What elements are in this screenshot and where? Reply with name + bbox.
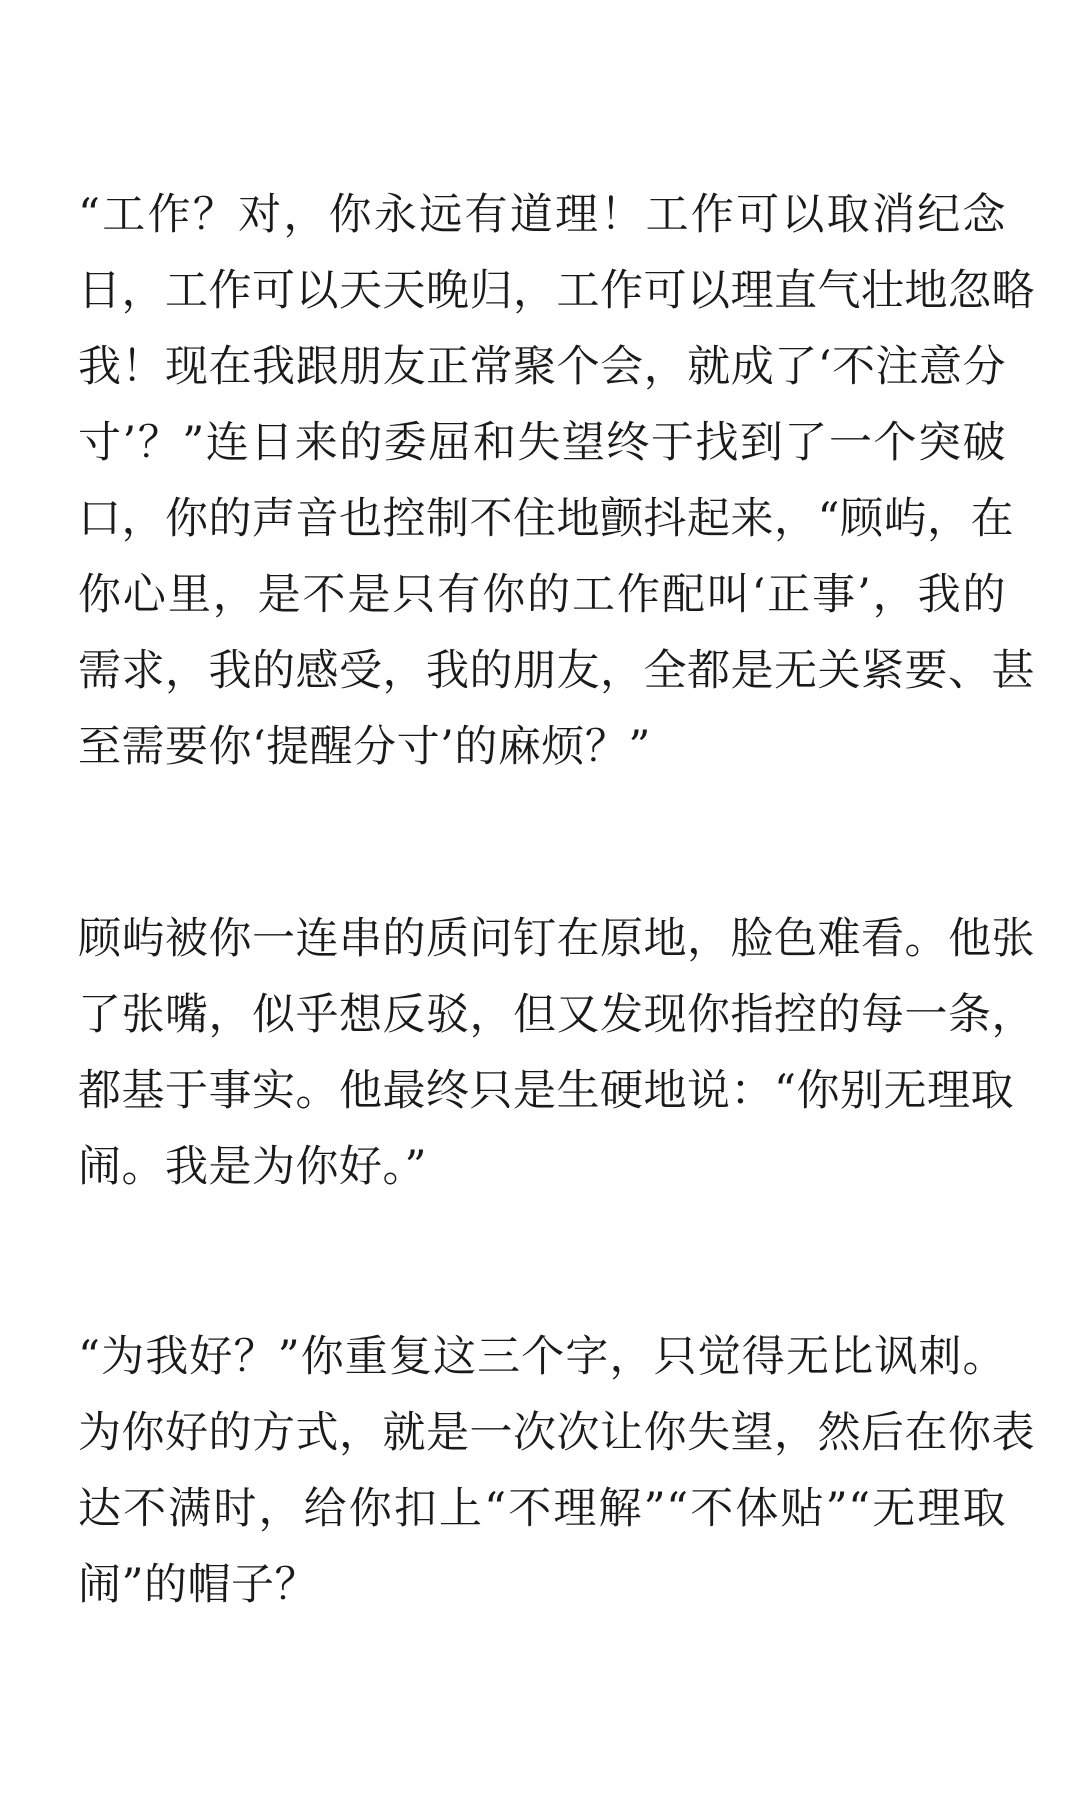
paragraph-1 bbox=[78, 177, 1035, 785]
paragraph-line: 你心里，是不是只有你的工作配叫‘正事’，我的 bbox=[78, 570, 1006, 620]
paragraph-line: 闹。我是为你好。” bbox=[78, 1142, 427, 1192]
paragraph-line: 需求，我的感受，我的朋友，全都是无关紧要、甚 bbox=[78, 646, 1035, 696]
paragraph-line: 了张嘴，似乎想反驳，但又发现你指控的每一条， bbox=[78, 990, 1035, 1040]
paragraph-2 bbox=[78, 901, 1035, 1205]
paragraph-line: 口，你的声音也控制不住地颤抖起来，“顾屿，在 bbox=[78, 494, 1014, 544]
paragraph-line: 闹”的帽子？ bbox=[78, 1560, 318, 1610]
paragraph-line: 寸’？”连日来的委屈和失望终于找到了一个突破 bbox=[78, 418, 1006, 468]
paragraph-line: 至需要你‘提醒分寸’的麻烦？” bbox=[78, 722, 651, 772]
paragraph-line: “工作？对，你永远有道理！工作可以取消纪念 bbox=[78, 190, 1006, 240]
paragraph-line: 日，工作可以天天晚归，工作可以理直气壮地忽略 bbox=[78, 266, 1035, 316]
paragraph-line: 我！现在我跟朋友正常聚个会，就成了‘不注意分 bbox=[78, 342, 1006, 392]
paragraph-line: 达不满时，给你扣上“不理解”“不体贴”“无理取 bbox=[78, 1484, 1006, 1534]
paragraph-line: 为你好的方式，就是一次次让你失望，然后在你表 bbox=[78, 1408, 1035, 1458]
paragraph-line: 都基于事实。他最终只是生硬地说：“你别无理取 bbox=[78, 1066, 1014, 1116]
paragraph-3 bbox=[78, 1319, 1035, 1623]
paragraph-line: 顾屿被你一连串的质问钉在原地，脸色难看。他张 bbox=[78, 914, 1035, 964]
paragraph-line: “为我好？”你重复这三个字，只觉得无比讽刺。 bbox=[78, 1332, 1006, 1382]
